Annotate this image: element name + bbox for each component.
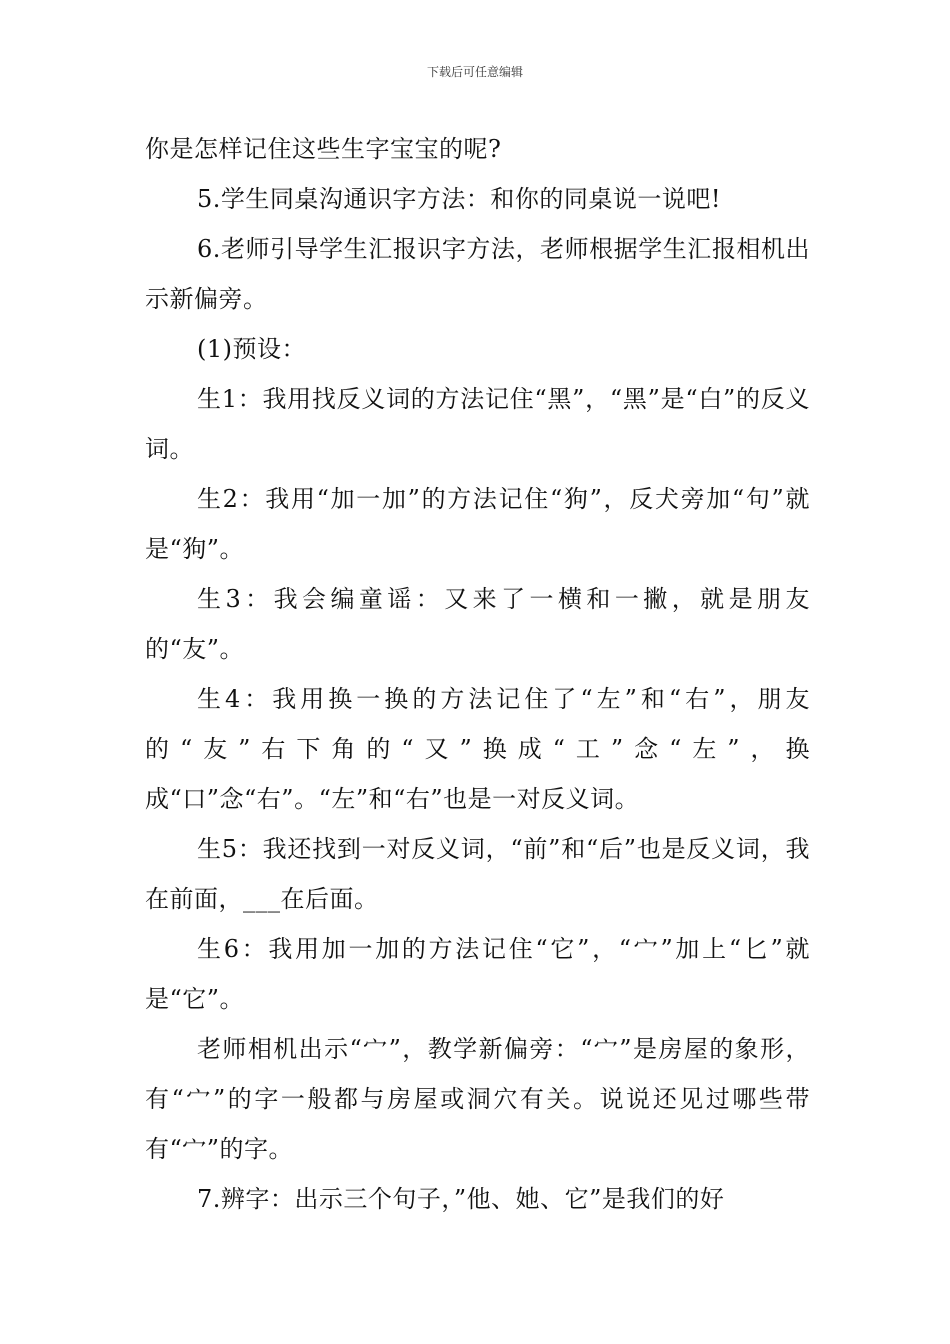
paragraph-3: 6.老师引导学生汇报识字方法，老师根据学生汇报相机出示新偏旁。 xyxy=(145,235,810,313)
paragraph-11: 老师相机出示“宀”，教学新偏旁：“宀”是房屋的象形，有“宀”的字一般都与房屋或洞穴有关。说说还见过哪些带有“宀”的字。 xyxy=(145,1035,810,1163)
paragraph-7: 生3：我会编童谣：又来了一横和一撇，就是朋友的“友”。 xyxy=(145,585,810,663)
paragraph-1: 你是怎样记住这些生字宝宝的呢? xyxy=(145,135,502,163)
paragraph-2: 5.学生同桌沟通识字方法：和你的同桌说一说吧! xyxy=(197,185,722,213)
paragraph-12: 7.辨字：出示三个句子，”他、她、它”是我们的好 xyxy=(197,1185,725,1213)
paragraph-6: 生2：我用“加一加”的方法记住“狗”，反犬旁加“句”就是“狗”。 xyxy=(145,485,810,563)
page-header: 下载后可任意编辑 xyxy=(426,65,523,79)
document-body xyxy=(145,124,810,1224)
paragraph-9: 生5：我还找到一对反义词，“前”和“后”也是反义词，我在前面，___在后面。 xyxy=(145,835,810,913)
paragraph-8: 生4：我用换一换的方法记住了“左”和“右”，朋友的“友”右下角的“又”换成“工”念“左”，换成“口”念“右”。“左”和“右”也是一对反义词。 xyxy=(145,685,810,813)
paragraph-4: (1)预设： xyxy=(197,335,306,363)
paragraph-5: 生1：我用找反义词的方法记住“黑”，“黑”是“白”的反义词。 xyxy=(145,385,810,463)
paragraph-10: 生6：我用加一加的方法记住“它”，“宀”加上“匕”就是“它”。 xyxy=(145,935,810,1013)
